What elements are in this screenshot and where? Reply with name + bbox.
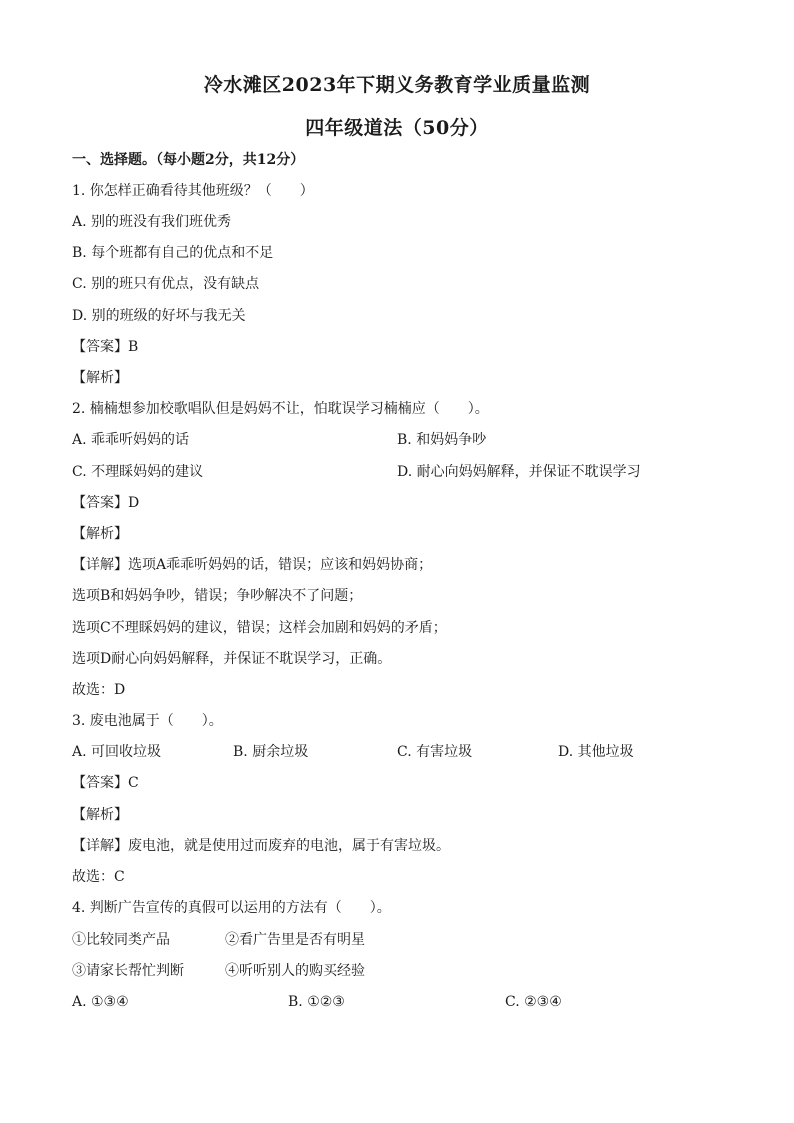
question-2-detail-3: 选项C不理睬妈妈的建议，错误；这样会加剧和妈妈的矛盾； [72,620,447,636]
section-heading: 一、选择题。（每小题2分，共12分） [72,152,305,168]
question-3-choice: 故选：C [72,869,125,885]
question-4-item-3: ③请家长帮忙判断 [72,963,184,979]
question-2-stem: 2. 楠楠想参加校歌唱队但是妈妈不让，怕耽误学习楠楠应（ ）。 [72,401,489,417]
question-2-option-b: B. 和妈妈争吵 [397,432,487,448]
question-3-option-c: C. 有害垃圾 [397,744,473,760]
question-2-analysis: 【解析】 [72,526,128,542]
question-1-answer: 【答案】B [72,339,139,355]
question-2-choice: 故选：D [72,682,126,698]
question-4-item-2: ②看广告里是否有明星 [225,932,365,948]
question-3-option-a: A. 可回收垃圾 [72,744,162,760]
page-subtitle: 四年级道法（50分） [305,117,489,139]
question-1-stem: 1. 你怎样正确看待其他班级？（ ） [72,183,314,199]
question-1-option-b: B. 每个班都有自己的优点和不足 [72,245,274,261]
question-3-option-b: B. 厨余垃圾 [233,744,309,760]
question-2-detail-2: 选项B和妈妈争吵，错误；争吵解决不了问题； [72,588,363,604]
question-1-option-d: D. 别的班级的好坏与我无关 [72,308,246,324]
question-4-option-b: B. ①②③ [288,994,345,1010]
question-4-stem: 4. 判断广告宣传的真假可以运用的方法有（ ）。 [72,900,391,916]
question-1-option-a: A. 别的班没有我们班优秀 [72,214,232,230]
question-4-option-c: C. ②③④ [505,994,562,1010]
question-2-answer: 【答案】D [72,495,140,511]
question-4-item-4: ④听听别人的购买经验 [225,963,365,979]
question-3-answer: 【答案】C [72,775,139,791]
page-title: 冷水滩区2023年下期义务教育学业质量监测 [203,74,591,96]
question-2-option-d: D. 耐心向妈妈解释，并保证不耽误学习 [397,464,641,480]
question-3-analysis: 【解析】 [72,807,128,823]
question-2-option-c: C. 不理睬妈妈的建议 [72,464,204,480]
question-2-detail-4: 选项D耐心向妈妈解释，并保证不耽误学习，正确。 [72,651,392,667]
question-4-option-a: A. ①③④ [72,994,129,1010]
question-3-stem: 3. 废电池属于（ ）。 [72,713,223,729]
question-2-option-a: A. 乖乖听妈妈的话 [72,432,190,448]
question-1-option-c: C. 别的班只有优点，没有缺点 [72,276,260,292]
question-1-analysis: 【解析】 [72,370,128,386]
question-2-detail-1: 【详解】选项A乖乖听妈妈的话，错误；应该和妈妈协商； [72,557,433,573]
question-3-detail: 【详解】废电池，就是使用过而废弃的电池，属于有害垃圾。 [72,838,450,854]
question-3-option-d: D. 其他垃圾 [558,744,634,760]
question-4-item-1: ①比较同类产品 [72,932,170,948]
